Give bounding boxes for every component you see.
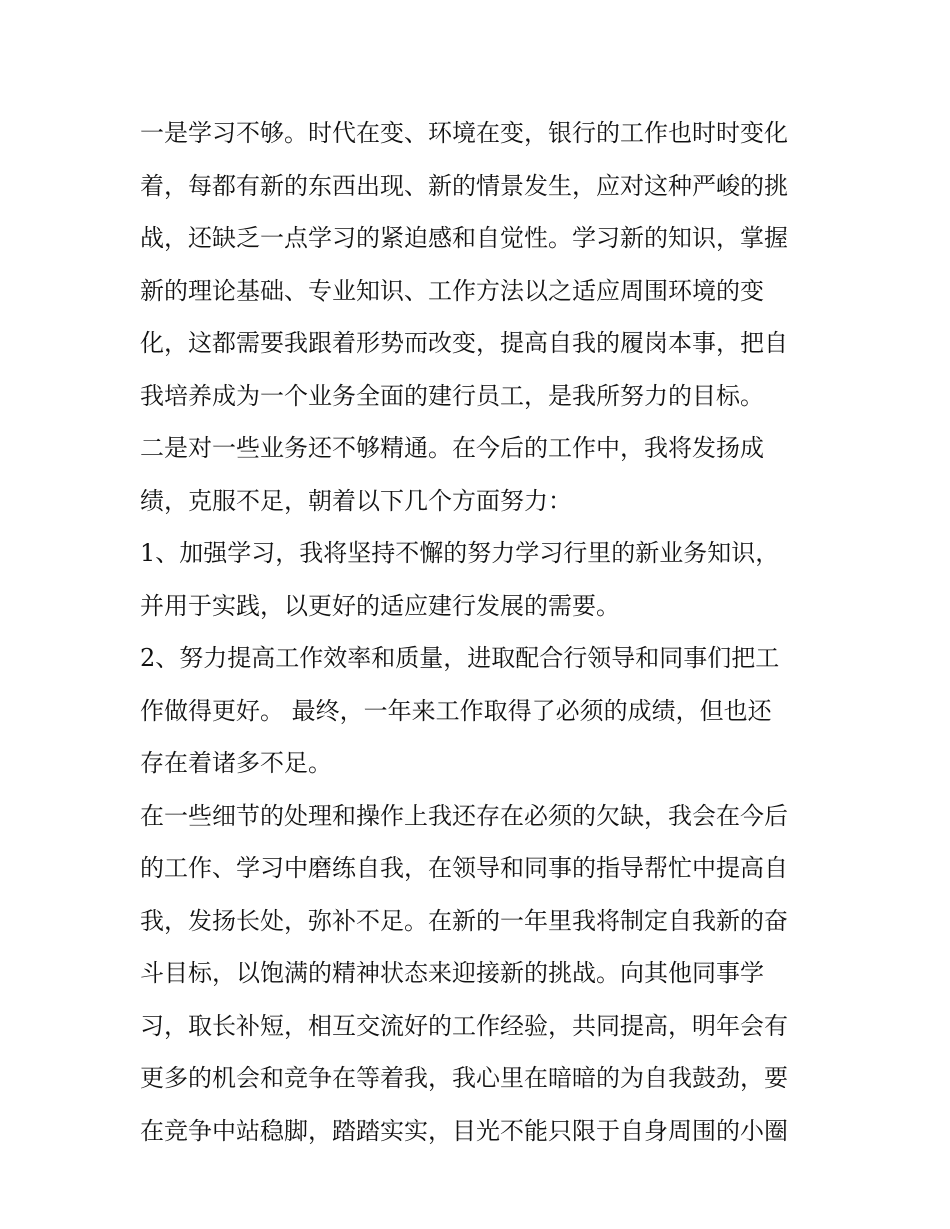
text-line: 在竞争中站稳脚，踏踏实实，目光不能只限于自身周围的小圈	[140, 1116, 788, 1145]
text-line: 绩，克服不足，朝着以下几个方面努力：	[140, 486, 572, 515]
document-body	[140, 107, 830, 1157]
text-line: 作做得更好。 最终，一年来工作取得了必须的成绩，但也还	[140, 696, 772, 725]
text-line: 一是学习不够。时代在变、环境在变，银行的工作也时时变化	[140, 119, 788, 147]
text-line: 我培养成为一个业务全面的建行员工，是我所努力的目标。	[140, 381, 764, 410]
text-line: 1、加强学习，我将坚持不懈的努力学习行里的新业务知识，	[140, 539, 780, 567]
text-line: 并用于实践，以更好的适应建行发展的需要。	[140, 591, 620, 620]
text-line: 新的理论基础、专业知识、工作方法以之适应周围环境的变	[140, 276, 764, 305]
text-line: 二是对一些业务还不够精通。在今后的工作中，我将发扬成	[140, 434, 764, 462]
text-line: 的工作、学习中磨练自我，在领导和同事的指导帮忙中提高自	[140, 854, 788, 882]
text-line: 化，这都需要我跟着形势而改变，提高自我的履岗本事，把自	[140, 329, 788, 357]
text-line: 在一些细节的处理和操作上我还存在必须的欠缺，我会在今后	[140, 801, 788, 830]
text-line: 我，发扬长处，弥补不足。在新的一年里我将制定自我新的奋	[140, 906, 788, 935]
text-line: 战，还缺乏一点学习的紧迫感和自觉性。学习新的知识，掌握	[140, 224, 788, 252]
text-line: 更多的机会和竞争在等着我，我心里在暗暗的为自我鼓劲，要	[140, 1064, 788, 1092]
text-line: 2、努力提高工作效率和质量，进取配合行领导和同事们把工	[140, 644, 780, 672]
text-line: 存在着诸多不足。	[140, 749, 332, 777]
text-line: 着，每都有新的东西出现、新的情景发生，应对这种严峻的挑	[140, 171, 788, 200]
text-line: 习，取长补短，相互交流好的工作经验，共同提高，明年会有	[140, 1011, 788, 1040]
text-line: 斗目标，以饱满的精神状态来迎接新的挑战。向其他同事学	[140, 959, 764, 987]
